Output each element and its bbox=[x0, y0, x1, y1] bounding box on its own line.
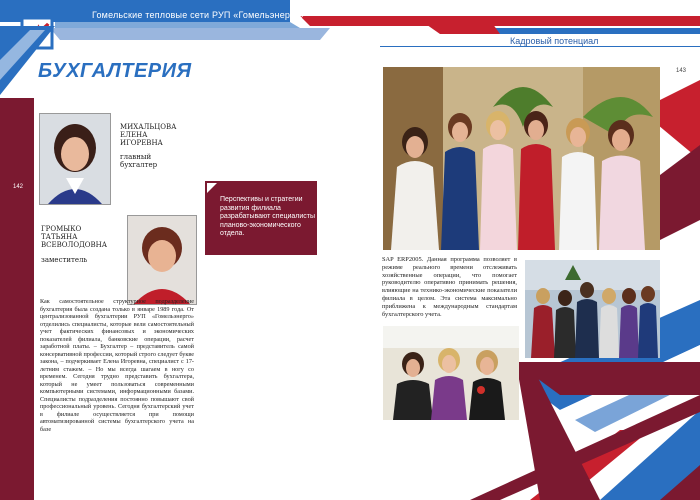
group-photo-main-image bbox=[383, 67, 660, 250]
page-number-left: 142 bbox=[13, 184, 24, 190]
person-1-role-line: бухгалтер bbox=[120, 161, 158, 169]
person-2-name-line: ГРОМЫКО bbox=[41, 225, 82, 233]
person-1-name-line: МИХАЛЬЦОВА bbox=[120, 123, 177, 131]
left-maroon-column bbox=[0, 98, 34, 500]
body-text-left: Как самостоятельное структурное подразделение бухгалтерия была создана только в январе 1989 года. От централизованной бухгалтерии РУП «Гомельэнерго» отделились специалисты, которые вели самостоятельный учет фактических финансовых и экономических показателей филиала, банковские операции, расчет заработной платы. – Бухгалтер – представитель самой консервативной профессии, который строго следует букве закона, – подчеркивает Елена Игоревна, специалист с 17-летним стажем. – Но мы всегда шагаем в ногу со временем. Сегодня трудно представить бухгалтера, который не умеет пользоваться современными компьютерными системами, информационными базами. Специалисты подразделения постоянно повышают свой профессиональный уровень. Сегодня бухгалтерский учет в филиале осуществляется при помощи автоматизированной системы бухгалтерского учета на базе bbox=[40, 298, 194, 433]
portrait-photo-2 bbox=[127, 215, 197, 305]
portrait-2-image bbox=[128, 216, 196, 304]
person-2-name bbox=[41, 225, 107, 249]
group-photo-main bbox=[383, 67, 660, 250]
person-1-name bbox=[120, 123, 176, 147]
page-number-right: 143 bbox=[676, 68, 687, 74]
group-photo-bottom-image bbox=[383, 326, 519, 420]
person-1-role bbox=[120, 153, 157, 169]
person-1-name-line: ИГОРЕВНА bbox=[120, 139, 163, 147]
body-text-right: SAP ERP2005. Данная программа позволяет в режиме реального времени отслеживать хозяйственные операции, что помогает руководителю оперативно принимать решения, влияющие на технико-экономические показатели филиала в целом. Эта система максимально приближена к международным стандартам бухгалтерского учета. bbox=[382, 256, 517, 318]
group-photo-right-image bbox=[525, 260, 660, 358]
quote-marker-icon bbox=[207, 183, 219, 195]
portrait-photo-1 bbox=[39, 113, 111, 205]
person-1-name-line: ЕЛЕНА bbox=[120, 131, 148, 139]
group-photo-right bbox=[525, 260, 660, 358]
person-2-role: заместитель bbox=[41, 256, 88, 264]
person-2-name-line: ТАТЬЯНА bbox=[41, 233, 78, 241]
header-org-title: Гомельские тепловые сети РУП «Гомельэнерго» bbox=[92, 10, 304, 20]
group-photo-bottom bbox=[383, 326, 519, 420]
header-red-bar bbox=[300, 16, 700, 26]
page-title: БУХГАЛТЕРИЯ bbox=[38, 60, 192, 82]
header-section-title: Кадровый потенциал bbox=[510, 36, 599, 46]
quote-text: Перспективы и стратегии развития филиала разрабатывают специалисты планово-экономического отдела. bbox=[220, 196, 316, 237]
portrait-1-image bbox=[40, 114, 110, 204]
person-1-role-line: главный bbox=[120, 153, 152, 161]
person-2-name-line: ВСЕВОЛОДОВНА bbox=[41, 241, 108, 249]
